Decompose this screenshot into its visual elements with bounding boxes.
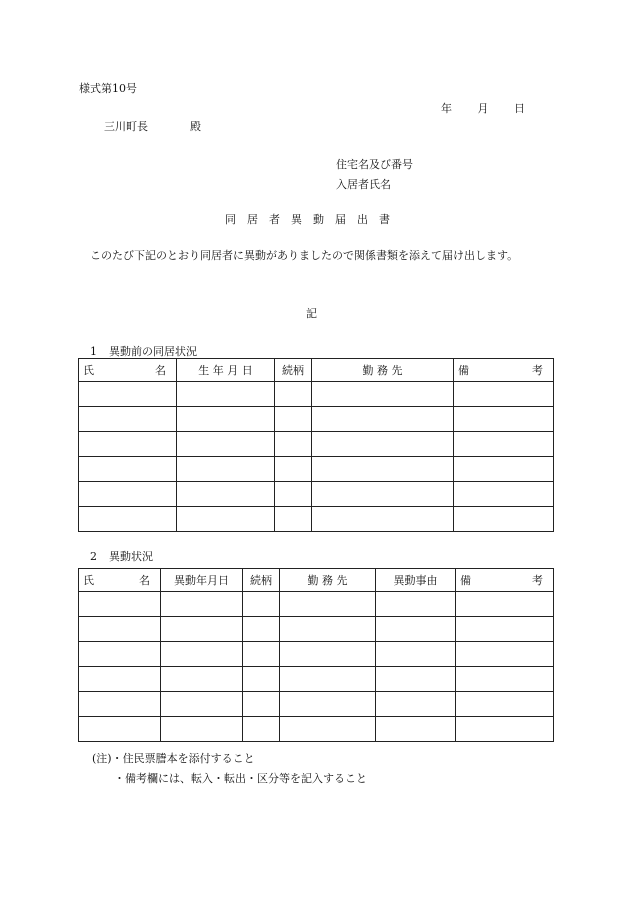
- header-work: 勤 務 先: [312, 359, 454, 382]
- section2-number: 2: [90, 550, 97, 563]
- table-cell[interactable]: [79, 717, 161, 742]
- name-label: 入居者氏名: [336, 178, 391, 191]
- table-cell[interactable]: [79, 617, 161, 642]
- table-cell[interactable]: [456, 592, 554, 617]
- table-cell[interactable]: [280, 592, 376, 617]
- table-row: [79, 457, 554, 482]
- table-cell[interactable]: [454, 407, 554, 432]
- note-item-1: ・住民票謄本を添付すること: [111, 752, 255, 765]
- table-cell[interactable]: [456, 717, 554, 742]
- table-row: [79, 382, 554, 407]
- table-cell[interactable]: [454, 507, 554, 532]
- header-reason: 異動事由: [376, 569, 456, 592]
- table-cell[interactable]: [177, 382, 275, 407]
- table-cell[interactable]: [79, 382, 177, 407]
- form-number: 様式第10号: [79, 82, 137, 95]
- honorific: 殿: [190, 120, 201, 133]
- section2-heading: [90, 548, 153, 564]
- table-cell[interactable]: [454, 482, 554, 507]
- table-cell[interactable]: [454, 432, 554, 457]
- table-cell[interactable]: [243, 617, 280, 642]
- table-cell[interactable]: [275, 382, 312, 407]
- section1-table: [78, 358, 554, 532]
- table-cell[interactable]: [312, 432, 454, 457]
- header-relation: 続柄: [275, 359, 312, 382]
- table-cell[interactable]: [456, 642, 554, 667]
- header-name: 氏 名: [79, 569, 161, 592]
- table-cell[interactable]: [79, 507, 177, 532]
- table-cell[interactable]: [280, 642, 376, 667]
- table-row: [79, 667, 554, 692]
- table-cell[interactable]: [376, 667, 456, 692]
- table-cell[interactable]: [79, 692, 161, 717]
- table-cell[interactable]: [177, 482, 275, 507]
- header-work: 勤 務 先: [280, 569, 376, 592]
- header-birth: 生 年 月 日: [177, 359, 275, 382]
- table-cell[interactable]: [79, 407, 177, 432]
- section1-header-row: [79, 359, 554, 382]
- table-cell[interactable]: [79, 667, 161, 692]
- section2-table: [78, 568, 554, 742]
- table-cell[interactable]: [79, 642, 161, 667]
- table-row: [79, 692, 554, 717]
- table-row: [79, 507, 554, 532]
- table-cell[interactable]: [454, 382, 554, 407]
- table-cell[interactable]: [275, 432, 312, 457]
- table-cell[interactable]: [376, 692, 456, 717]
- addressee: 三川町長: [104, 120, 148, 133]
- table-cell[interactable]: [456, 692, 554, 717]
- section2-header-row: [79, 569, 554, 592]
- table-cell[interactable]: [312, 382, 454, 407]
- table-cell[interactable]: [312, 457, 454, 482]
- table-row: [79, 407, 554, 432]
- header-change-date: 異動年月日: [161, 569, 243, 592]
- table-cell[interactable]: [456, 667, 554, 692]
- ki-marker: 記: [306, 307, 317, 320]
- section1-heading: [90, 343, 197, 359]
- table-cell[interactable]: [312, 482, 454, 507]
- table-cell[interactable]: [177, 432, 275, 457]
- table-cell[interactable]: [275, 457, 312, 482]
- header-name: 氏 名: [79, 359, 177, 382]
- note-prefix: (注): [92, 752, 112, 765]
- table-cell[interactable]: [161, 617, 243, 642]
- table-cell[interactable]: [275, 482, 312, 507]
- table-cell[interactable]: [177, 407, 275, 432]
- date-year-label: 年: [441, 102, 452, 115]
- table-cell[interactable]: [177, 507, 275, 532]
- note-item-2: ・備考欄には、転入・転出・区分等を記入すること: [114, 772, 367, 785]
- table-cell[interactable]: [456, 617, 554, 642]
- table-cell[interactable]: [280, 692, 376, 717]
- table-cell[interactable]: [79, 482, 177, 507]
- address-label: 住宅名及び番号: [336, 158, 413, 171]
- table-cell[interactable]: [243, 592, 280, 617]
- table-row: [79, 717, 554, 742]
- table-cell[interactable]: [280, 617, 376, 642]
- section1-label: 異動前の同居状況: [109, 345, 197, 358]
- table-row: [79, 432, 554, 457]
- header-relation: 続柄: [243, 569, 280, 592]
- table-row: [79, 617, 554, 642]
- table-cell[interactable]: [79, 592, 161, 617]
- table-cell[interactable]: [376, 717, 456, 742]
- table-cell[interactable]: [280, 667, 376, 692]
- section2-label: 異動状況: [109, 550, 153, 563]
- table-cell[interactable]: [79, 432, 177, 457]
- table-cell[interactable]: [243, 667, 280, 692]
- table-cell[interactable]: [243, 692, 280, 717]
- table-cell[interactable]: [161, 642, 243, 667]
- table-cell[interactable]: [161, 592, 243, 617]
- table-cell[interactable]: [161, 692, 243, 717]
- date-month-label: 月: [477, 102, 489, 115]
- header-remark: 備 考: [454, 359, 554, 382]
- table-cell[interactable]: [161, 667, 243, 692]
- table-cell[interactable]: [177, 457, 275, 482]
- header-remark: 備 考: [456, 569, 554, 592]
- table-row: [79, 482, 554, 507]
- table-cell[interactable]: [275, 507, 312, 532]
- table-cell[interactable]: [243, 717, 280, 742]
- table-cell[interactable]: [312, 407, 454, 432]
- table-cell[interactable]: [376, 617, 456, 642]
- table-cell[interactable]: [243, 642, 280, 667]
- table-cell[interactable]: [79, 457, 177, 482]
- date-day-label: 日: [514, 102, 525, 115]
- table-cell[interactable]: [312, 507, 454, 532]
- body-text: このたび下記のとおり同居者に異動がありましたので関係書類を添えて届け出します。: [90, 249, 519, 262]
- note-line-1: [92, 750, 255, 766]
- section1-number: 1: [90, 345, 97, 358]
- addressee-line: [104, 118, 201, 134]
- table-row: [79, 642, 554, 667]
- table-cell[interactable]: [376, 592, 456, 617]
- table-cell[interactable]: [161, 717, 243, 742]
- document-title: 同居者異動届出書: [225, 213, 401, 226]
- table-cell[interactable]: [454, 457, 554, 482]
- table-cell[interactable]: [275, 407, 312, 432]
- table-row: [79, 592, 554, 617]
- table-cell[interactable]: [280, 717, 376, 742]
- table-cell[interactable]: [376, 642, 456, 667]
- date-line: [441, 100, 525, 116]
